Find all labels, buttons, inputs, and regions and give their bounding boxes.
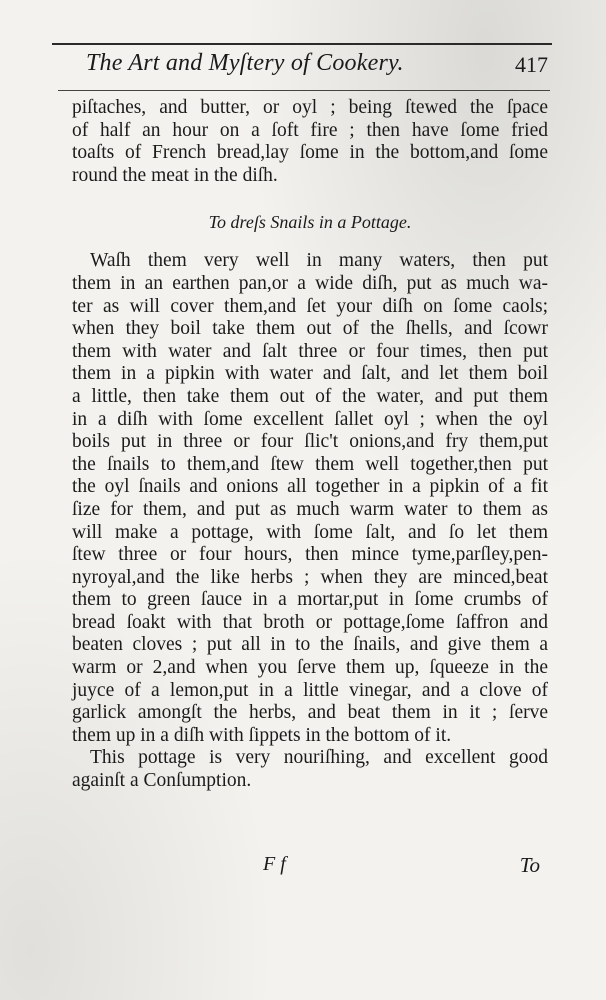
- text-block: [72, 97, 548, 793]
- text-line: them to green ſauce in a mortar,put in ſome crumbs of: [72, 589, 548, 611]
- text-line: when they boil take them out of the ſhells, and ſcowr: [72, 318, 548, 340]
- intro-paragraph: [72, 97, 548, 187]
- text-line: in a diſh with ſome excellent ſallet oyl ; when the oyl: [72, 408, 548, 430]
- text-line: juyce of a lemon,put in a little vinegar, and a clove of: [72, 679, 548, 701]
- text-line: bread ſoakt with that broth or pottage,ſome ſaffron and: [72, 611, 548, 633]
- text-line: ſize for them, and put as much warm water to them as: [72, 498, 548, 520]
- text-line: will make a pottage, with ſome ſalt, and ſo let them: [72, 521, 548, 543]
- text-line: of half an hour on a ſoft fire ; then have ſome fried: [72, 119, 548, 141]
- text-line: warm or 2,and when you ſerve them up, ſqueeze in the: [72, 657, 548, 679]
- text-line: garlick amongſt the herbs, and beat them in it ; ſerve: [72, 702, 548, 724]
- signature-mark: F f: [263, 853, 286, 875]
- top-rule: [52, 43, 552, 45]
- text-line: them in a pipkin with water and ſalt, and let them boil: [72, 363, 548, 385]
- text-line: boils put in three or four ſlic't onions,and fry them,put: [72, 431, 548, 453]
- header-rule: [58, 90, 550, 91]
- text-line: toaſts of French bread,lay ſome in the bottom,and ſome: [72, 142, 548, 164]
- text-line: them up in a diſh with ſippets in the bottom of it.: [72, 724, 452, 746]
- text-line: ter as will cover them,and ſet your diſh on ſome caols;: [72, 295, 548, 317]
- text-line: againſt a Conſumption.: [72, 770, 252, 792]
- recipe-paragraph: [72, 250, 548, 747]
- text-line: them with water and ſalt three or four times, then put: [72, 340, 548, 362]
- text-line: round the meat in the diſh.: [72, 164, 278, 186]
- running-title: The Art and Myſtery of Cookery.: [86, 50, 404, 76]
- text-line: This pottage is very nouriſhing, and excellent good: [90, 747, 548, 769]
- closing-paragraph: [72, 747, 548, 792]
- recipe-heading: To dreſs Snails in a Pottage.: [208, 212, 412, 233]
- page-header: [58, 50, 548, 86]
- catchword: To: [519, 853, 540, 877]
- text-line: beaten cloves ; put all in to the ſnails, and give them a: [72, 634, 548, 656]
- text-line: them in an earthen pan,or a wide diſh, put as much wa-: [72, 272, 548, 294]
- text-line: Waſh them very well in many waters, then put: [90, 250, 548, 272]
- text-line: piſtaches, and butter, or oyl ; being ſtewed the ſpace: [72, 97, 548, 118]
- text-line: nyroyal,and the like herbs ; when they are minced,beat: [72, 566, 548, 588]
- page-number: 417: [515, 52, 548, 77]
- text-line: a little, then take them out of the water, and put them: [72, 385, 548, 407]
- text-line: ſtew three or four hours, then mince tyme,parſley,pen-: [72, 544, 548, 566]
- text-line: the ſnails to them,and ſtew them well together,then put: [72, 453, 548, 475]
- text-line: the oyl ſnails and onions all together in a pipkin of a fit: [72, 476, 548, 498]
